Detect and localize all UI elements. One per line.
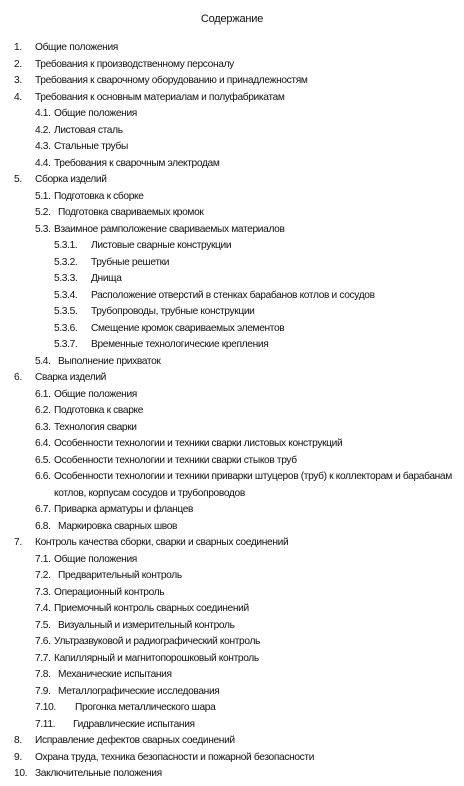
toc-item xyxy=(0,172,464,189)
toc-item-number: 5.3.7. xyxy=(54,339,78,350)
toc-subitem xyxy=(0,568,464,585)
toc-item-text: Особенности технологии и техники приварки штуцеров (труб) к коллекторам и барабанам котлов, корпусам сосудов и трубопроводов xyxy=(54,471,452,499)
toc-item-number: 6.7. xyxy=(35,504,51,515)
toc-item-text: Операционный контроль xyxy=(54,586,165,598)
toc-item-number: 5.3.4. xyxy=(54,289,78,301)
toc-item xyxy=(0,370,464,387)
toc-item xyxy=(0,40,464,57)
toc-item-number: 6.6. xyxy=(35,471,51,482)
toc-item-text: Подготовка к сварке xyxy=(54,405,144,416)
toc-subsubitem xyxy=(0,271,464,288)
toc-item-text: Металлографические исследования xyxy=(58,685,220,697)
toc-subitem xyxy=(0,469,464,502)
toc-item-text: Прогонка металлического шара xyxy=(75,702,216,713)
toc-subitem xyxy=(0,651,464,668)
toc-item-number: 9. xyxy=(14,751,22,763)
toc-item-number: 5.3.1. xyxy=(54,240,78,251)
toc-subitem xyxy=(0,601,464,618)
toc-item-number: 7.10. xyxy=(35,702,56,713)
toc-item-number: 3. xyxy=(14,75,22,86)
toc-subitem xyxy=(0,156,464,173)
toc-item xyxy=(0,750,464,767)
toc-subitem xyxy=(0,189,464,206)
toc-item-number: 4.3. xyxy=(35,141,51,152)
toc-item-text: Расположение отверстий в стенках барабанов котлов и сосудов xyxy=(91,289,375,301)
toc-subitem xyxy=(0,634,464,651)
toc-subitem xyxy=(0,585,464,602)
toc-item-number: 6.4. xyxy=(35,438,51,449)
toc-item-text: Механические испытания xyxy=(58,669,172,680)
toc-subitem xyxy=(0,684,464,701)
toc-item-text: Особенности технологии и техники сварки листовых конструкций xyxy=(54,438,343,449)
toc-item-number: 7.7. xyxy=(35,652,51,664)
toc-subitem xyxy=(0,552,464,569)
toc-item-number: 7.3. xyxy=(35,586,51,598)
toc-item-text: Трубопроводы, трубные конструкции xyxy=(91,306,255,317)
toc-item-number: 7.9. xyxy=(35,685,51,697)
toc-item-number: 7.8. xyxy=(35,669,51,680)
toc-subitem xyxy=(0,354,464,371)
toc-item-number: 8. xyxy=(14,735,22,746)
toc-item-number: 4. xyxy=(14,91,22,103)
toc-item-text: Выполнение прихваток xyxy=(58,355,161,367)
toc-item-text: Исправление дефектов сварных соединений xyxy=(35,735,235,746)
toc-item-text: Днища xyxy=(91,273,122,284)
toc-item-text: Требования к основным материалам и полуфабрикатам xyxy=(35,91,285,103)
toc-item-number: 6.3. xyxy=(35,421,51,433)
toc-item-text: Требования к сварочному оборудованию и принадлежностям xyxy=(35,75,308,86)
toc-item-text: Общие положения xyxy=(54,388,137,400)
toc-item-text: Особенности технологии и техники сварки стыков труб xyxy=(54,454,297,466)
toc-subitem xyxy=(0,123,464,140)
toc-item-number: 1. xyxy=(14,42,22,53)
toc-item-text: Предварительный контроль xyxy=(58,570,182,581)
toc-item xyxy=(0,766,464,783)
toc-item-number: 6.1. xyxy=(35,388,51,400)
toc-item-number: 7.6. xyxy=(35,636,51,647)
toc-item xyxy=(0,90,464,107)
toc-item-text: Сборка изделий xyxy=(35,174,107,185)
toc-subsubitem xyxy=(0,238,464,255)
toc-item-number: 5. xyxy=(14,174,22,185)
toc-item-text: Требования к сварочным электродам xyxy=(54,157,220,169)
toc-item-text: Взаимное рамположение свариваемых материалов xyxy=(54,223,285,235)
toc-item-number: 2. xyxy=(14,58,22,70)
toc-subsubitem xyxy=(0,255,464,272)
toc-item-text: Общие положения xyxy=(54,108,137,119)
toc-subsubitem xyxy=(0,321,464,338)
toc-item-number: 6.5. xyxy=(35,454,51,466)
toc-subitem xyxy=(0,205,464,222)
toc-item xyxy=(0,535,464,552)
toc-item-number: 5.3.5. xyxy=(54,306,78,317)
toc-item xyxy=(0,73,464,90)
toc-subsubitem xyxy=(0,304,464,321)
toc-item-number: 6.2. xyxy=(35,405,51,416)
toc-item-number: 6.8. xyxy=(35,520,51,532)
toc-item-text: Технология сварки xyxy=(54,421,137,433)
toc-item-text: Ультразвуковой и радиографический контроль xyxy=(54,636,261,647)
toc-subitem xyxy=(0,222,464,239)
toc-item-text: Смещение кромок свариваемых элементов xyxy=(91,322,285,334)
toc-item-text: Охрана труда, техника безопасности и пожарной безопасности xyxy=(35,751,315,763)
toc-item xyxy=(0,57,464,74)
toc-item-text: Временные технологические крепления xyxy=(91,339,269,350)
toc-item-text: Подготовка к сборке xyxy=(54,190,144,202)
toc-item-number: 10. xyxy=(14,768,28,779)
toc-item-text: Листовые сварные конструкции xyxy=(91,240,232,251)
toc-subitem xyxy=(0,502,464,519)
toc-item-number: 7.11. xyxy=(35,718,56,730)
toc-subitem xyxy=(0,139,464,156)
toc-item-number: 5.3.2. xyxy=(54,256,78,268)
toc-item-number: 7. xyxy=(14,537,22,548)
toc-subitem xyxy=(0,519,464,536)
toc-item-number: 4.4. xyxy=(35,157,51,169)
toc-item-number: 5.4. xyxy=(35,355,51,367)
toc-subitem xyxy=(0,453,464,470)
toc-item-text: Маркировка сварных швов xyxy=(58,520,178,532)
toc-subitem xyxy=(0,403,464,420)
toc-item-number: 5.3. xyxy=(35,223,51,235)
toc-subitem xyxy=(0,420,464,437)
toc-subitem xyxy=(0,106,464,123)
toc-item-number: 4.2. xyxy=(35,124,51,136)
toc-item-number: 6. xyxy=(14,372,22,383)
toc-item-text: Приемочный контроль сварных соединений xyxy=(54,603,249,614)
toc-subitem xyxy=(0,700,464,717)
toc-item-number: 7.4. xyxy=(35,603,51,614)
toc-item-text: Подготовка свариваемых кромок xyxy=(58,207,204,218)
toc-item-text: Трубные решетки xyxy=(91,256,170,268)
toc-subsubitem xyxy=(0,288,464,305)
toc-item-number: 7.2. xyxy=(35,570,51,581)
toc-item-text: Общие положения xyxy=(54,553,137,565)
toc-item-number: 7.1. xyxy=(35,553,51,565)
toc-item-number: 4.1. xyxy=(35,108,51,119)
toc-item-number: 5.3.3. xyxy=(54,273,78,284)
toc-item-text: Требования к производственному персоналу xyxy=(35,58,234,70)
toc-item-text: Гидравлические испытания xyxy=(73,718,195,730)
toc-subitem xyxy=(0,667,464,684)
table-of-contents xyxy=(0,40,464,783)
toc-item-text: Стальные трубы xyxy=(54,141,128,152)
toc-item-text: Общие положения xyxy=(35,42,118,53)
toc-item-text: Капиллярный и магнитопорошковый контроль xyxy=(54,652,259,664)
toc-item-text: Сварка изделий xyxy=(35,372,106,383)
toc-item-text: Визуальный и измерительный контроль xyxy=(58,619,235,631)
toc-subitem xyxy=(0,618,464,635)
toc-item-number: 7.5. xyxy=(35,619,51,631)
toc-item-number: 5.2. xyxy=(35,207,51,218)
toc-item-text: Приварка арматуры и фланцев xyxy=(54,504,194,515)
toc-item-text: Листовая сталь xyxy=(54,124,123,136)
toc-item-text: Контроль качества сборки, сварки и сварных соединений xyxy=(35,537,289,548)
toc-item-number: 5.1. xyxy=(35,190,51,202)
toc-subsubitem xyxy=(0,337,464,354)
page-title: Содержание xyxy=(200,13,264,25)
toc-subitem xyxy=(0,436,464,453)
toc-item-text: Заключительные положения xyxy=(35,768,162,779)
toc-item xyxy=(0,733,464,750)
toc-subitem xyxy=(0,717,464,734)
toc-subitem xyxy=(0,387,464,404)
toc-item-number: 5.3.6. xyxy=(54,322,78,334)
